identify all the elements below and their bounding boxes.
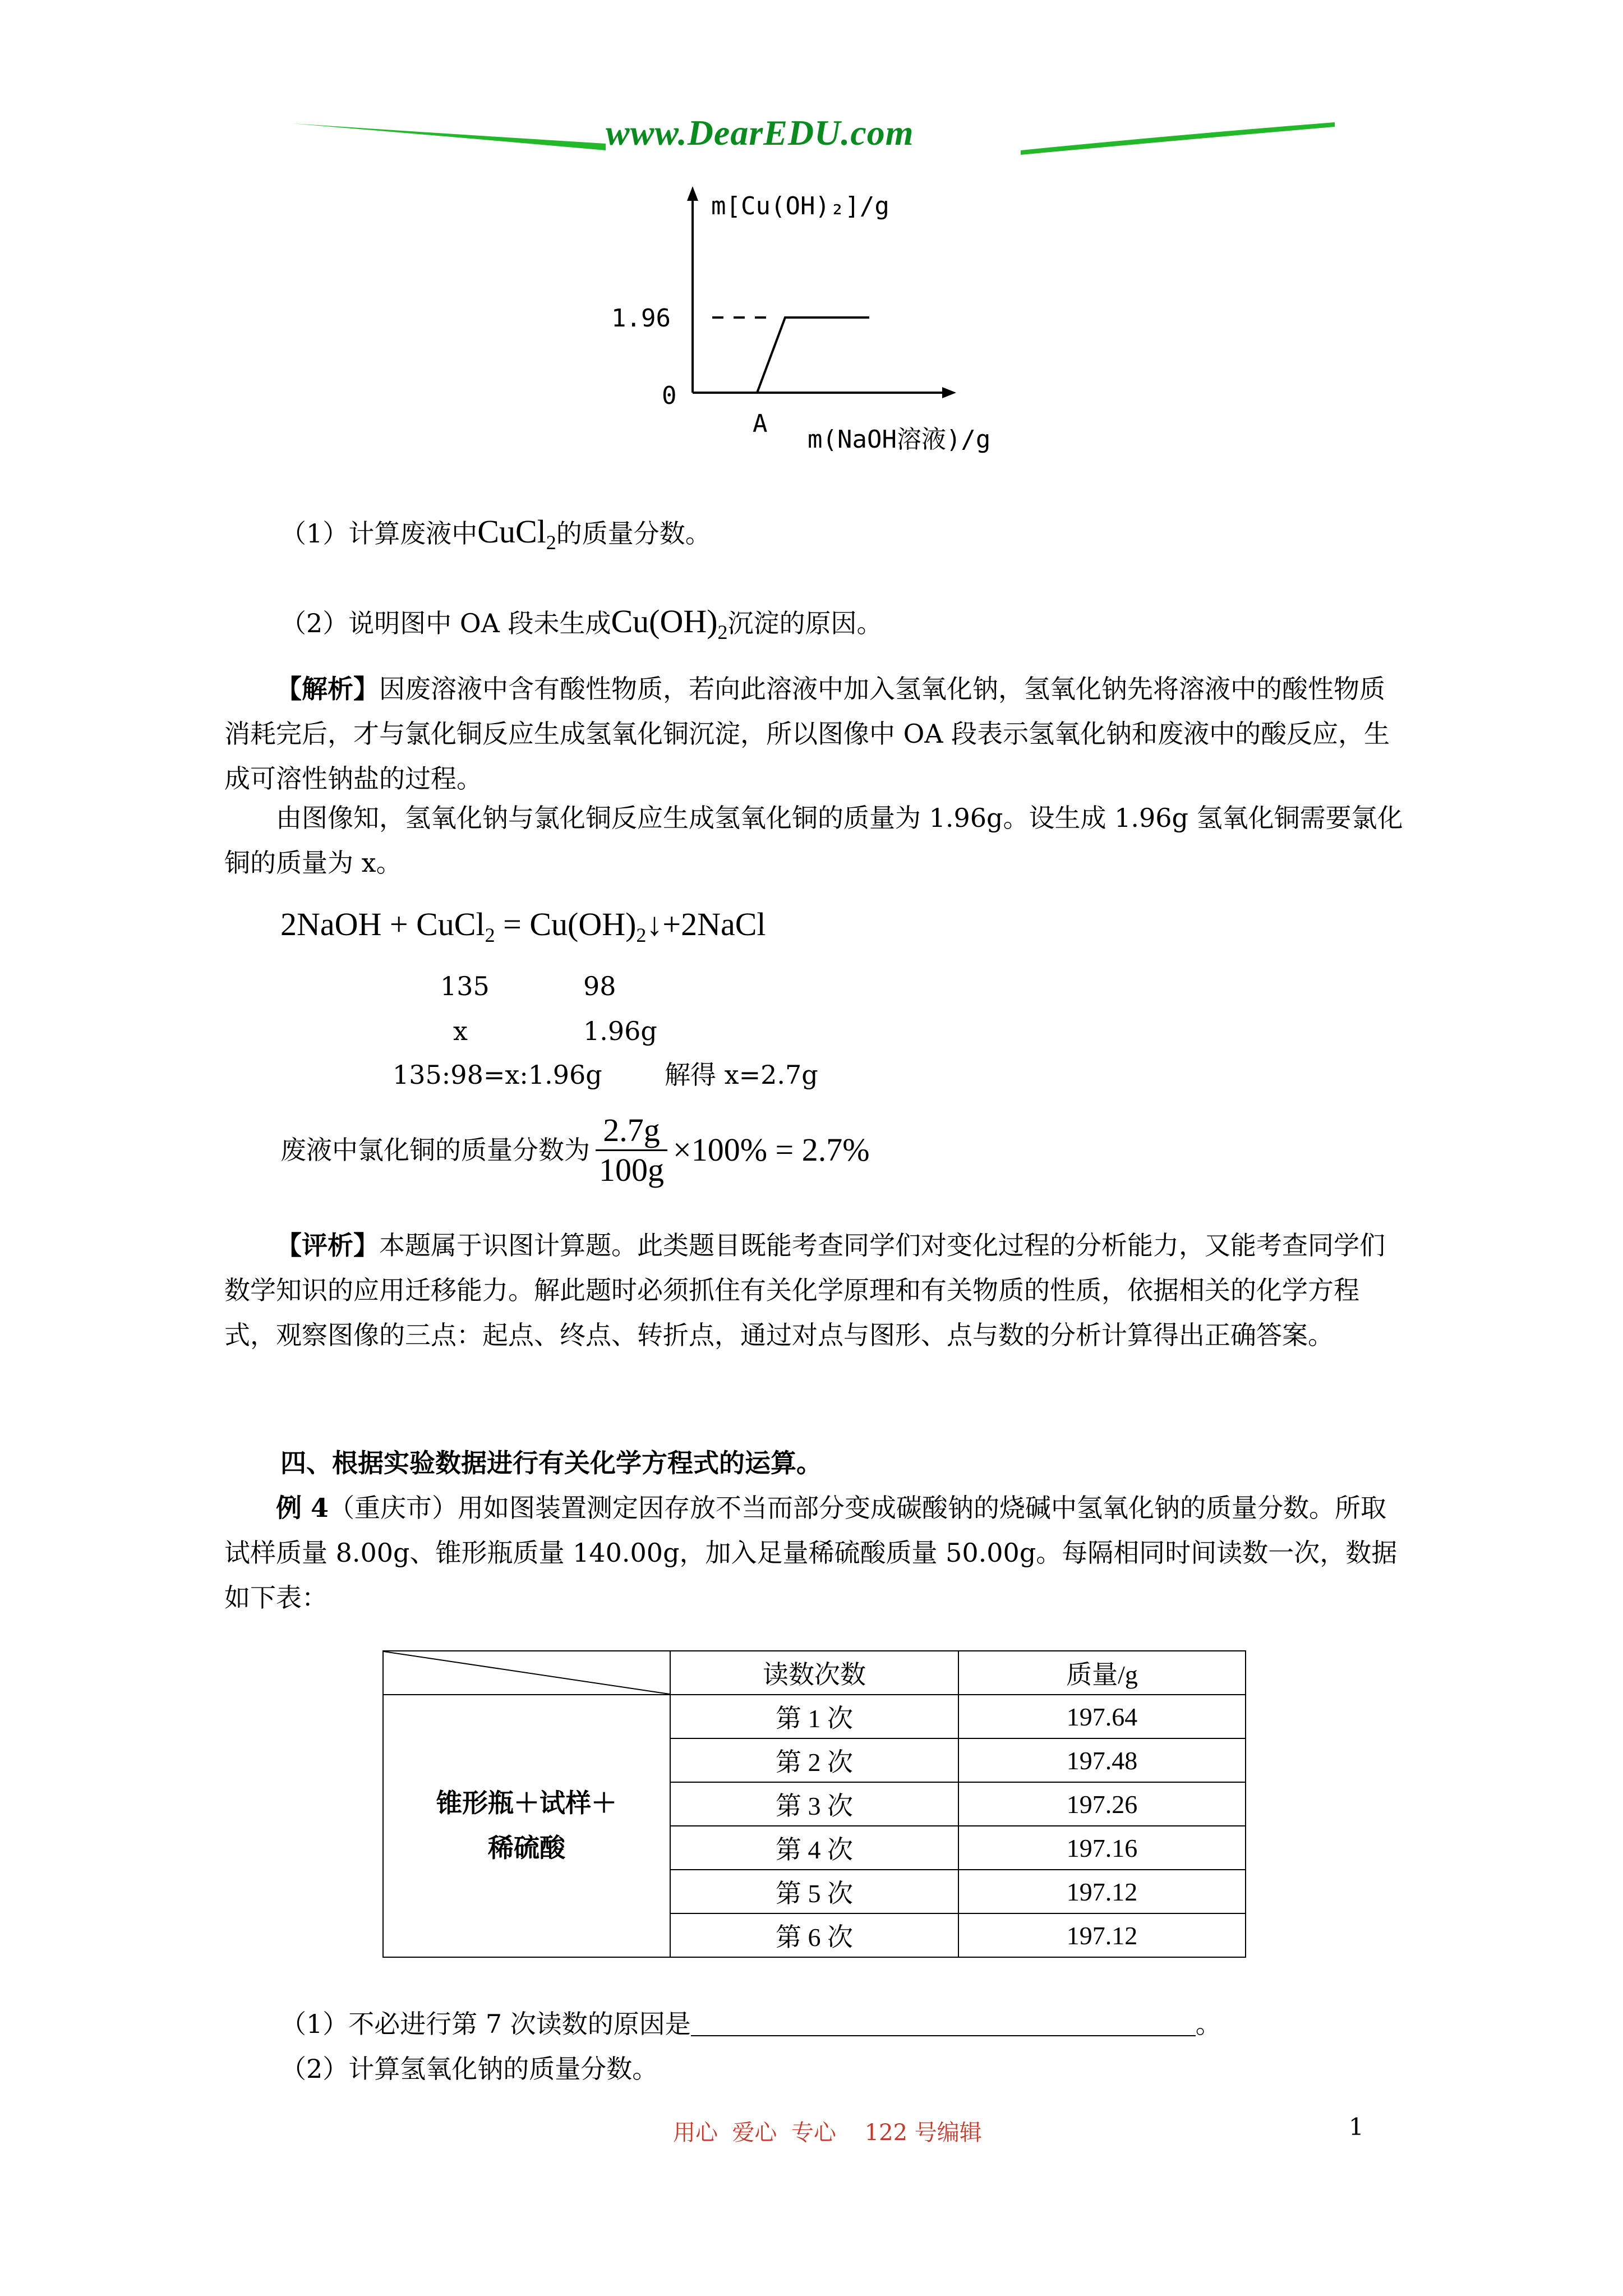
calc-x: x bbox=[453, 1016, 468, 1046]
y-axis-arrow bbox=[687, 186, 698, 201]
table-cell-mass: 197.26 bbox=[958, 1782, 1246, 1826]
table-cell-count: 第 5 次 bbox=[670, 1870, 958, 1913]
calc-135: 135 bbox=[440, 971, 490, 1001]
x-axis-arrow bbox=[942, 387, 956, 398]
table-cell-mass: 197.48 bbox=[958, 1738, 1246, 1782]
table-cell-mass: 197.64 bbox=[958, 1695, 1246, 1738]
chart bbox=[594, 180, 1021, 460]
data-table bbox=[382, 1650, 1246, 1958]
calc-solution: 解得 x=2.7g bbox=[665, 1060, 818, 1090]
table-cell-mass: 197.12 bbox=[958, 1870, 1246, 1913]
table-cell-count: 第 1 次 bbox=[670, 1695, 958, 1738]
table-header-count: 读数次数 bbox=[670, 1651, 958, 1695]
table-row-label: 锥形瓶＋试样＋ 稀硫酸 bbox=[383, 1695, 670, 1957]
mass-fraction-line: 废液中氯化铜的质量分数为 $\frac{2.7g}{100g}$ ×100% = 2.7% bbox=[280, 1111, 870, 1188]
page-number: 1 bbox=[1349, 2113, 1364, 2141]
final-question-1: （1）不必进行第 7 次读数的原因是 。 bbox=[280, 2001, 1221, 2046]
x-axis-label: m(NaOH溶液)/g bbox=[808, 425, 991, 454]
calc-98: 98 bbox=[583, 971, 616, 1001]
table-cell-count: 第 2 次 bbox=[670, 1738, 958, 1782]
answer-blank[interactable] bbox=[691, 2006, 1196, 2036]
table-cell-count: 第 3 次 bbox=[670, 1782, 958, 1826]
analysis-paragraph-2: 由图像知，氢氧化钠与氯化铜反应生成氢氧化铜的质量为 1.96g。设生成 1.96g 氢氧化铜需要氯化铜的质量为 x。 bbox=[224, 803, 1403, 878]
table-corner-cell bbox=[383, 1651, 670, 1695]
table-cell-count: 第 6 次 bbox=[670, 1913, 958, 1957]
fraction: $\frac{2.7g}{100g}$ bbox=[596, 1111, 667, 1189]
table-cell-mass: 197.12 bbox=[958, 1913, 1246, 1957]
question-1: （1）计算废液中CuCl$_2$的质量分数。 bbox=[280, 513, 711, 554]
question-2: （2）说明图中 OA 段未生成$Cu(OH)_2$沉淀的原因。 bbox=[280, 603, 883, 643]
table-header-mass: 质量/g bbox=[958, 1651, 1246, 1695]
origin-label: 0 bbox=[662, 381, 677, 410]
formula-cuoh2: $Cu(OH)_2$ bbox=[611, 603, 728, 643]
example-4-paragraph: 例 4（重庆市）用如图装置测定因存放不当而部分变成碳酸钠的烧碱中氢氧化钠的质量分数。所取试样质量 8.00g、锥形瓶质量 140.00g，加入足量稀硫酸质量 50.00g。每隔相同时间读数一次，数据如下表： bbox=[224, 1493, 1398, 1613]
calc-proportion: 135:98=x:1.96g bbox=[393, 1060, 602, 1090]
table-row bbox=[383, 1695, 1246, 1738]
formula-cucl2: CuCl$_2$ bbox=[477, 513, 556, 554]
analysis-paragraph: 【解析】因废溶液中含有酸性物质，若向此溶液中加入氢氧化钠，氢氧化钠先将溶液中的酸性物质消耗完后，才与氯化铜反应生成氢氧化铜沉淀，所以图像中 OA 段表示氢氧化钠和废液中的酸反应，生成可溶性钠盐的过程。 bbox=[224, 674, 1390, 794]
footer-text: 用心 爱心 专心 122 号编辑 bbox=[673, 2120, 982, 2146]
data-line bbox=[757, 318, 869, 393]
comment-paragraph: 【评析】本题属于识图计算题。此类题目既能考查同学们对变化过程的分析能力，又能考查同学们数学知识的应用迁移能力。解此题时必须抓住有关化学原理和有关物质的性质，依据相关的化学方程式，观察图像的三点：起点、终点、转折点，通过对点与图形、点与数的分析计算得出正确答案。 bbox=[224, 1230, 1385, 1350]
table-cell-mass: 197.16 bbox=[958, 1826, 1246, 1870]
table-cell-count: 第 4 次 bbox=[670, 1826, 958, 1870]
final-question-2: （2）计算氢氧化钠的质量分数。 bbox=[280, 2054, 658, 2084]
calc-196g: 1.96g bbox=[583, 1016, 657, 1046]
site-logo: www.DearEDU.com bbox=[606, 113, 914, 153]
diagonal-line bbox=[384, 1651, 670, 1694]
chemical-equation: 2NaOH + CuCl$_2$ = $Cu(OH)_2↓+2NaCl$ bbox=[280, 906, 766, 946]
section-4-heading: 四、根据实验数据进行有关化学方程式的运算。 bbox=[280, 1448, 822, 1478]
y-tick-label: 1.96 bbox=[611, 304, 671, 333]
header-banner bbox=[292, 112, 1335, 163]
point-a-label: A bbox=[753, 409, 768, 438]
y-axis-label: m[Cu(OH)₂]/g bbox=[711, 192, 889, 220]
